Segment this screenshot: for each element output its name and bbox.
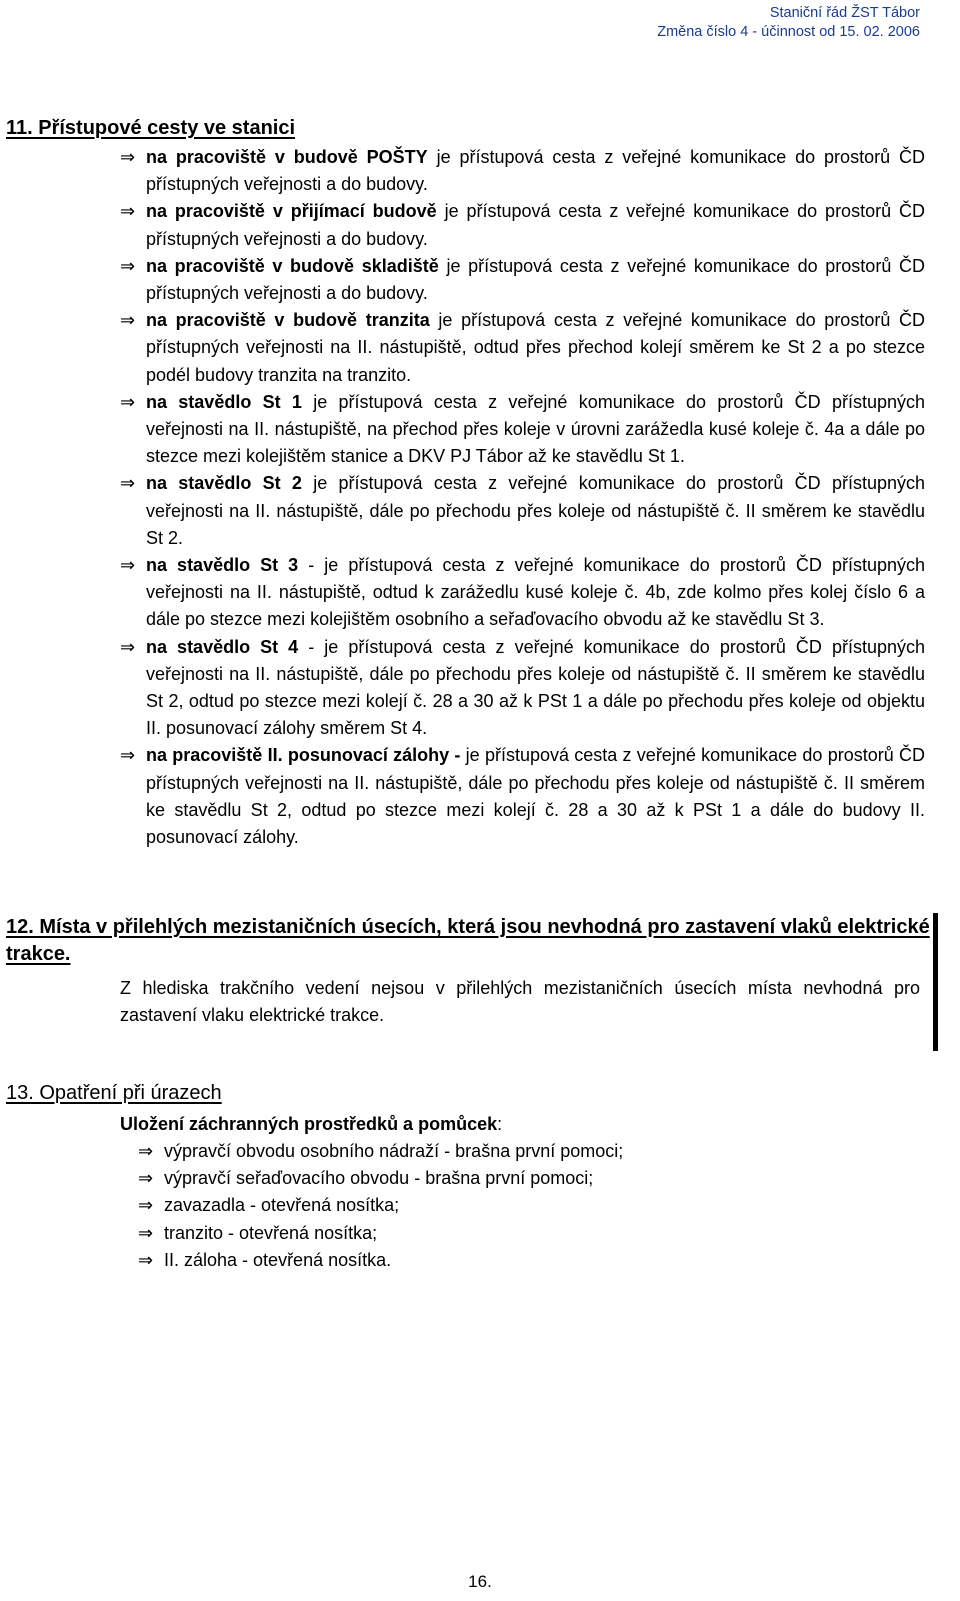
list-item <box>120 307 925 389</box>
arrow-icon: ⇒ <box>120 391 136 412</box>
item-text: tranzito - otevřená nosítka; <box>164 1222 378 1243</box>
item-text: je přístupová cesta z veřejné komunikace do prostorů ČD přístupných veřejnosti na II. nástupiště, dále po přechodu přes koleje od nástupiště č. II směrem ke stavědlu St 2. <box>146 473 925 548</box>
list-item <box>120 742 925 851</box>
list-item <box>138 1220 623 1247</box>
list-item <box>120 389 925 471</box>
header-document-title: Staniční řád ŽST Tábor <box>769 5 920 21</box>
item-lead: na pracoviště v budově POŠTY <box>146 147 428 167</box>
arrow-icon: ⇒ <box>120 745 136 766</box>
item-text: zavazadla - otevřená nosítka; <box>164 1195 400 1216</box>
arrow-icon: ⇒ <box>120 473 136 494</box>
section-12-heading: 12. Místa v přilehlých mezistaničních úsecích, která jsou nevhodná pro zastavení vlaků elektrické trakce. <box>6 916 930 965</box>
item-lead: na stavědlo St 2 <box>146 473 302 494</box>
arrow-icon: ⇒ <box>120 310 136 331</box>
arrow-icon: ⇒ <box>120 255 136 276</box>
arrow-icon: ⇒ <box>138 1249 154 1270</box>
item-lead: na pracoviště v budově tranzita <box>146 310 430 331</box>
list-item <box>120 552 925 634</box>
list-item <box>138 1165 623 1192</box>
subtitle-colon: : <box>497 1114 503 1134</box>
section-13-heading: 13. Opatření při úrazech <box>6 1082 222 1104</box>
page-number: 16. <box>468 1572 492 1591</box>
item-text: - je přístupová cesta z veřejné komunikace do prostorů ČD přístupných veřejnosti na II. nástupiště, odtud k zarážedlu kusé koleje č. 4b, zde kolmo přes kolej číslo 6 a dále po stezce mezi kolejištěm osobního a seřaďovacího obvodu až ke stavědlu St 3. <box>146 555 925 630</box>
item-text: II. záloha - otevřená nosítka. <box>164 1249 392 1270</box>
arrow-icon: ⇒ <box>120 555 136 576</box>
change-bar <box>933 913 938 1051</box>
arrow-icon: ⇒ <box>120 636 136 657</box>
item-text: je přístupová cesta z veřejné komunikace do prostorů ČD přístupných veřejnosti na II. nástupiště, na přechod přes koleje v úrovni zarážedla kusé koleje č. 4a a dále po stezce mezi kolejištěm stanice a DKV PJ Tábor až ke stavědlu St 1. <box>146 391 925 467</box>
section-12-text: Z hlediska trakčního vedení nejsou v přilehlých mezistaničních úsecích místa nevhodná pro zastavení vlaku elektrické trakce. <box>120 978 920 1026</box>
arrow-icon: ⇒ <box>138 1168 154 1189</box>
item-text: je přístupová cesta z veřejné komunikace do prostorů ČD přístupných veřejnosti na II. nástupiště, dále po přechodu přes koleje od nástupiště č. II směrem ke stavědlu St 2, odtud po stezce mezi kolejí č. 28 a 30 až k PSt 1 a dále do budovy II. posunovací zálohy. <box>146 745 925 848</box>
item-lead: na pracoviště II. posunovací zálohy - <box>146 745 461 766</box>
section-11-heading: 11. Přístupové cesty ve stanici <box>6 117 296 139</box>
header-change-note: Změna číslo 4 - účinnost od 15. 02. 2006 <box>657 24 920 40</box>
list-item <box>120 253 925 307</box>
item-lead: na pracoviště v budově skladiště <box>146 255 439 276</box>
item-lead: na stavědlo St 3 <box>146 555 299 576</box>
list-item <box>120 144 925 198</box>
access-routes-list <box>120 144 925 851</box>
subtitle-text: Uložení záchranných prostředků a pomůcek <box>120 1114 498 1134</box>
page-header <box>657 4 920 42</box>
item-text: je přístupová cesta z veřejné komunikace do prostorů ČD přístupných veřejnosti a do budovy. <box>146 255 925 304</box>
list-item <box>120 634 925 743</box>
item-lead: na stavědlo St 4 <box>146 636 299 657</box>
arrow-icon: ⇒ <box>138 1141 154 1161</box>
item-lead: na pracoviště v přijímací budově <box>146 201 437 222</box>
item-text: výpravčí seřaďovacího obvodu - brašna první pomoci; <box>164 1168 594 1189</box>
arrow-icon: ⇒ <box>120 147 136 167</box>
item-lead: na stavědlo St 1 <box>146 391 302 412</box>
list-item <box>120 198 925 252</box>
section-13-subtitle <box>120 1111 502 1138</box>
arrow-icon: ⇒ <box>138 1222 154 1243</box>
item-text: je přístupová cesta z veřejné komunikace do prostorů ČD přístupných veřejnosti na II. nástupiště, odtud přes přechod kolejí směrem ke St 2 a po stezce podél budovy tranzita na tranzito. <box>146 310 926 385</box>
item-text: je přístupová cesta z veřejné komunikace do prostorů ČD přístupných veřejnosti a do budovy. <box>146 201 925 249</box>
item-text: výpravčí obvodu osobního nádraží - brašna první pomoci; <box>164 1141 624 1161</box>
first-aid-list <box>138 1138 623 1274</box>
list-item <box>138 1247 623 1274</box>
item-text: - je přístupová cesta z veřejné komunikace do prostorů ČD přístupných veřejnosti na II. nástupiště, dále po přechodu přes koleje od nástupiště č. II směrem ke stavědlu St 2, odtud po stezce mezi kolejí č. 28 a 30 až k PSt 1 a dále po přechodu přes koleje od objektu II. posunovací zálohy směrem St 4. <box>146 636 925 739</box>
arrow-icon: ⇒ <box>138 1195 154 1216</box>
list-item <box>120 470 925 552</box>
item-text: je přístupová cesta z veřejné komunikace do prostorů ČD přístupných veřejnosti a do budovy. <box>146 147 925 195</box>
list-item <box>138 1192 623 1219</box>
arrow-icon: ⇒ <box>120 201 136 222</box>
list-item <box>138 1138 623 1165</box>
